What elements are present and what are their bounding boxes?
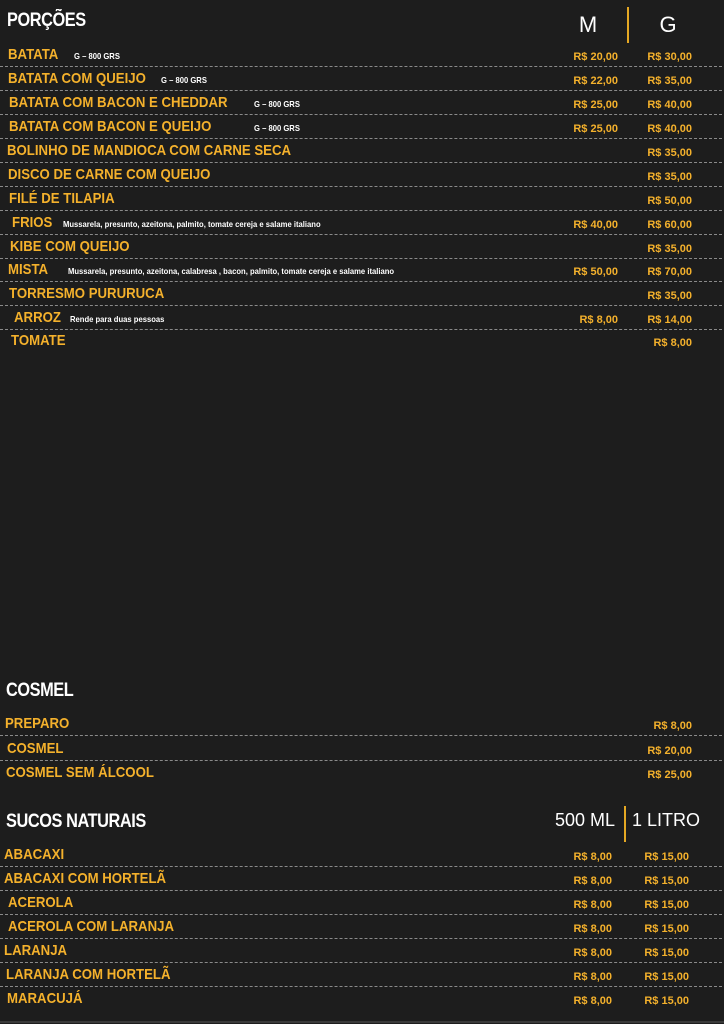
price-g: R$ 40,00 xyxy=(647,123,692,135)
price-500ml: R$ 8,00 xyxy=(573,875,612,887)
price-g: R$ 14,00 xyxy=(647,314,692,326)
menu-row xyxy=(0,964,722,987)
menu-row xyxy=(0,44,722,67)
item-name: COSMEL xyxy=(7,740,64,757)
item-name: BATATA COM QUEIJO xyxy=(8,70,146,87)
price-1litro: R$ 15,00 xyxy=(644,947,689,959)
price-m: R$ 8,00 xyxy=(579,314,618,326)
item-name: BOLINHO DE MANDIOCA COM CARNE SECA xyxy=(7,142,292,159)
price-m: R$ 50,00 xyxy=(573,266,618,278)
item-name: BATATA COM BACON E CHEDDAR xyxy=(9,94,228,111)
item-name: LARANJA xyxy=(4,942,68,959)
item-name: ACEROLA COM LARANJA xyxy=(8,918,174,935)
menu-row xyxy=(0,116,722,139)
price-m: R$ 25,00 xyxy=(573,123,618,135)
price-m: R$ 22,00 xyxy=(573,75,618,87)
item-name: DISCO DE CARNE COM QUEIJO xyxy=(8,166,211,183)
price-g: R$ 70,00 xyxy=(647,266,692,278)
item-name: MARACUJÁ xyxy=(7,990,83,1007)
item-name: ABACAXI xyxy=(4,846,65,863)
price-1litro: R$ 15,00 xyxy=(644,923,689,935)
price-500ml: R$ 8,00 xyxy=(573,923,612,935)
menu-row xyxy=(0,844,722,867)
sucos-col-divider xyxy=(624,806,626,842)
item-note: G – 800 GRS xyxy=(161,75,207,85)
price-m: R$ 25,00 xyxy=(573,99,618,111)
price-g: R$ 35,00 xyxy=(647,171,692,183)
menu-row xyxy=(0,92,722,115)
item-name: ACEROLA xyxy=(8,894,74,911)
price-g: R$ 35,00 xyxy=(647,147,692,159)
menu-row xyxy=(0,713,722,736)
price-1litro: R$ 15,00 xyxy=(644,971,689,983)
price: R$ 25,00 xyxy=(647,769,692,781)
menu-row xyxy=(0,212,722,235)
menu-row xyxy=(0,283,722,306)
item-name: FILÉ DE TILAPIA xyxy=(9,190,115,207)
price-500ml: R$ 8,00 xyxy=(573,995,612,1007)
item-note: G – 800 GRS xyxy=(74,51,120,61)
price: R$ 20,00 xyxy=(647,745,692,757)
menu-row xyxy=(0,307,722,330)
price-500ml: R$ 8,00 xyxy=(573,851,612,863)
item-name: PREPARO xyxy=(5,715,70,732)
price-g: R$ 8,00 xyxy=(653,337,692,349)
sucos-col-500ml: 500 ML xyxy=(554,810,616,830)
price-500ml: R$ 8,00 xyxy=(573,971,612,983)
price: R$ 8,00 xyxy=(653,720,692,732)
item-note: G – 800 GRS xyxy=(254,123,300,133)
price-g: R$ 50,00 xyxy=(647,195,692,207)
item-name: TORRESMO PURURUCA xyxy=(9,285,165,302)
item-name: FRIOS xyxy=(12,214,53,231)
menu-row xyxy=(0,868,722,891)
price-g: R$ 40,00 xyxy=(647,99,692,111)
price-1litro: R$ 15,00 xyxy=(644,851,689,863)
porcoes-col-g: G xyxy=(659,12,677,37)
menu-row xyxy=(0,68,722,91)
menu-row xyxy=(0,140,722,163)
menu-row xyxy=(0,738,722,761)
porcoes-col-divider xyxy=(627,7,629,43)
menu-row xyxy=(0,916,722,939)
price-500ml: R$ 8,00 xyxy=(573,947,612,959)
price-1litro: R$ 15,00 xyxy=(644,995,689,1007)
sucos-col-1litro: 1 LITRO xyxy=(632,810,701,830)
price-g: R$ 30,00 xyxy=(647,51,692,63)
price-m: R$ 40,00 xyxy=(573,219,618,231)
item-name: TOMATE xyxy=(11,332,66,349)
price-m: R$ 20,00 xyxy=(573,51,618,63)
item-name: COSMEL SEM ÁLCOOL xyxy=(6,764,154,781)
cosmel-title: COSMEL xyxy=(6,680,74,701)
item-name: BATATA COM BACON E QUEIJO xyxy=(9,118,212,135)
item-note: Mussarela, presunto, azeitona, palmito, tomate cereja e salame italiano xyxy=(63,219,321,229)
sucos-title: SUCOS NATURAIS xyxy=(6,811,146,832)
page-bottom-divider xyxy=(0,1021,724,1023)
item-name: LARANJA COM HORTELÃ xyxy=(6,966,171,983)
menu-row xyxy=(0,940,722,963)
item-name: KIBE COM QUEIJO xyxy=(10,238,130,255)
price-g: R$ 35,00 xyxy=(647,75,692,87)
item-name: ARROZ xyxy=(14,309,61,326)
item-note: Mussarela, presunto, azeitona, calabresa , bacon, palmito, tomate cereja e salame italiano xyxy=(68,266,395,276)
menu-row xyxy=(0,892,722,915)
price-1litro: R$ 15,00 xyxy=(644,899,689,911)
price-g: R$ 60,00 xyxy=(647,219,692,231)
porcoes-col-m: M xyxy=(578,12,598,37)
porcoes-title: PORÇÕES xyxy=(7,10,86,31)
menu-row xyxy=(0,188,722,211)
price-500ml: R$ 8,00 xyxy=(573,899,612,911)
menu-row xyxy=(0,259,722,282)
price-g: R$ 35,00 xyxy=(647,290,692,302)
menu-row xyxy=(0,988,722,1010)
item-name: BATATA xyxy=(8,46,59,63)
menu-row xyxy=(0,330,722,352)
menu-row xyxy=(0,762,722,784)
menu-row xyxy=(0,236,722,259)
item-note: Rende para duas pessoas xyxy=(70,314,165,324)
price-1litro: R$ 15,00 xyxy=(644,875,689,887)
item-note: G – 800 GRS xyxy=(254,99,300,109)
price-g: R$ 35,00 xyxy=(647,243,692,255)
item-name: ABACAXI COM HORTELÃ xyxy=(4,870,167,887)
menu-row xyxy=(0,164,722,187)
item-name: MISTA xyxy=(8,261,49,278)
